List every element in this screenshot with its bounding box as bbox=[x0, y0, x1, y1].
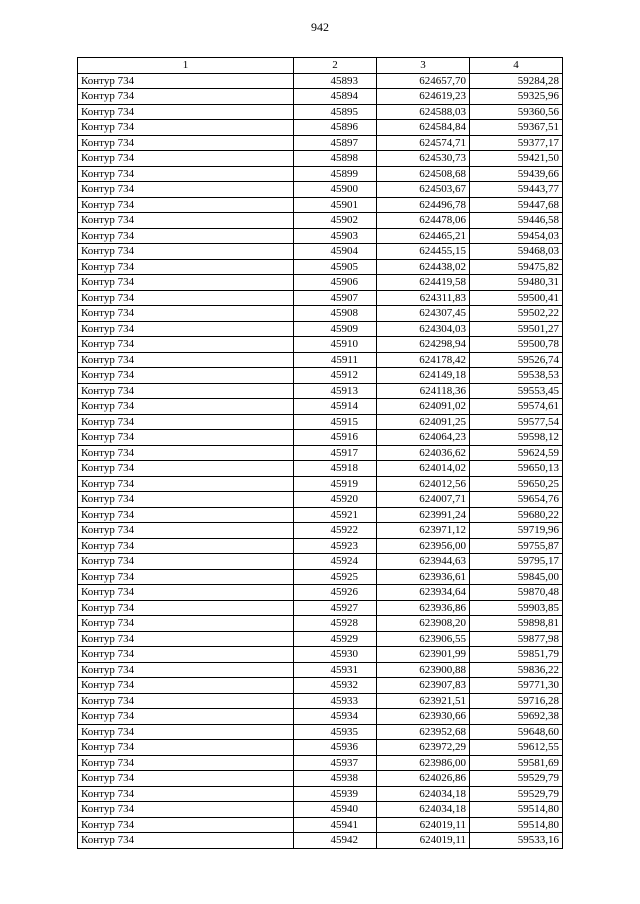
y-coordinate-cell: 59553,45 bbox=[470, 383, 563, 399]
point-number-cell: 45909 bbox=[294, 321, 377, 337]
x-coordinate-cell: 624496,78 bbox=[377, 197, 470, 213]
contour-name-cell: Контур 734 bbox=[78, 166, 294, 182]
table-row bbox=[78, 786, 563, 802]
y-coordinate-cell: 59877,98 bbox=[470, 631, 563, 647]
column-header-4: 4 bbox=[470, 58, 563, 74]
point-number-cell: 45895 bbox=[294, 104, 377, 120]
contour-name-cell: Контур 734 bbox=[78, 600, 294, 616]
table-row bbox=[78, 120, 563, 136]
point-number-cell: 45920 bbox=[294, 492, 377, 508]
point-number-cell: 45934 bbox=[294, 709, 377, 725]
y-coordinate-cell: 59454,03 bbox=[470, 228, 563, 244]
y-coordinate-cell: 59581,69 bbox=[470, 755, 563, 771]
contour-name-cell: Контур 734 bbox=[78, 321, 294, 337]
y-coordinate-cell: 59538,53 bbox=[470, 368, 563, 384]
point-number-cell: 45929 bbox=[294, 631, 377, 647]
point-number-cell: 45917 bbox=[294, 445, 377, 461]
y-coordinate-cell: 59500,41 bbox=[470, 290, 563, 306]
point-number-cell: 45913 bbox=[294, 383, 377, 399]
contour-name-cell: Контур 734 bbox=[78, 817, 294, 833]
point-number-cell: 45925 bbox=[294, 569, 377, 585]
contour-name-cell: Контур 734 bbox=[78, 399, 294, 415]
point-number-cell: 45921 bbox=[294, 507, 377, 523]
contour-name-cell: Контур 734 bbox=[78, 786, 294, 802]
point-number-cell: 45942 bbox=[294, 833, 377, 849]
point-number-cell: 45908 bbox=[294, 306, 377, 322]
y-coordinate-cell: 59446,58 bbox=[470, 213, 563, 229]
contour-name-cell: Контур 734 bbox=[78, 476, 294, 492]
x-coordinate-cell: 624091,02 bbox=[377, 399, 470, 415]
y-coordinate-cell: 59514,80 bbox=[470, 817, 563, 833]
x-coordinate-cell: 624619,23 bbox=[377, 89, 470, 105]
x-coordinate-cell: 624034,18 bbox=[377, 786, 470, 802]
point-number-cell: 45926 bbox=[294, 585, 377, 601]
contour-name-cell: Контур 734 bbox=[78, 740, 294, 756]
x-coordinate-cell: 623908,20 bbox=[377, 616, 470, 632]
contour-name-cell: Контур 734 bbox=[78, 662, 294, 678]
table-row bbox=[78, 709, 563, 725]
contour-name-cell: Контур 734 bbox=[78, 151, 294, 167]
y-coordinate-cell: 59574,61 bbox=[470, 399, 563, 415]
point-number-cell: 45939 bbox=[294, 786, 377, 802]
y-coordinate-cell: 59529,79 bbox=[470, 771, 563, 787]
x-coordinate-cell: 624149,18 bbox=[377, 368, 470, 384]
y-coordinate-cell: 59898,81 bbox=[470, 616, 563, 632]
x-coordinate-cell: 624465,21 bbox=[377, 228, 470, 244]
contour-name-cell: Контур 734 bbox=[78, 724, 294, 740]
table-row bbox=[78, 647, 563, 663]
y-coordinate-cell: 59468,03 bbox=[470, 244, 563, 260]
point-number-cell: 45896 bbox=[294, 120, 377, 136]
x-coordinate-cell: 623936,61 bbox=[377, 569, 470, 585]
y-coordinate-cell: 59377,17 bbox=[470, 135, 563, 151]
y-coordinate-cell: 59501,27 bbox=[470, 321, 563, 337]
table-row bbox=[78, 306, 563, 322]
y-coordinate-cell: 59367,51 bbox=[470, 120, 563, 136]
header-row bbox=[78, 58, 563, 74]
contour-name-cell: Контур 734 bbox=[78, 709, 294, 725]
table-row bbox=[78, 724, 563, 740]
page-number: 942 bbox=[311, 20, 329, 34]
x-coordinate-cell: 624019,11 bbox=[377, 833, 470, 849]
contour-name-cell: Контур 734 bbox=[78, 290, 294, 306]
contour-name-cell: Контур 734 bbox=[78, 352, 294, 368]
contour-name-cell: Контур 734 bbox=[78, 275, 294, 291]
x-coordinate-cell: 623944,63 bbox=[377, 554, 470, 570]
x-coordinate-cell: 624019,11 bbox=[377, 817, 470, 833]
x-coordinate-cell: 623906,55 bbox=[377, 631, 470, 647]
table-row bbox=[78, 399, 563, 415]
contour-name-cell: Контур 734 bbox=[78, 802, 294, 818]
table-row bbox=[78, 693, 563, 709]
y-coordinate-cell: 59845,00 bbox=[470, 569, 563, 585]
contour-name-cell: Контур 734 bbox=[78, 771, 294, 787]
x-coordinate-cell: 624034,18 bbox=[377, 802, 470, 818]
point-number-cell: 45907 bbox=[294, 290, 377, 306]
x-coordinate-cell: 623991,24 bbox=[377, 507, 470, 523]
x-coordinate-cell: 624298,94 bbox=[377, 337, 470, 353]
y-coordinate-cell: 59500,78 bbox=[470, 337, 563, 353]
table-row bbox=[78, 616, 563, 632]
y-coordinate-cell: 59439,66 bbox=[470, 166, 563, 182]
contour-name-cell: Контур 734 bbox=[78, 383, 294, 399]
table-row bbox=[78, 678, 563, 694]
y-coordinate-cell: 59680,22 bbox=[470, 507, 563, 523]
column-header-3: 3 bbox=[377, 58, 470, 74]
point-number-cell: 45924 bbox=[294, 554, 377, 570]
y-coordinate-cell: 59650,25 bbox=[470, 476, 563, 492]
point-number-cell: 45919 bbox=[294, 476, 377, 492]
y-coordinate-cell: 59612,55 bbox=[470, 740, 563, 756]
x-coordinate-cell: 623934,64 bbox=[377, 585, 470, 601]
y-coordinate-cell: 59836,22 bbox=[470, 662, 563, 678]
y-coordinate-cell: 59475,82 bbox=[470, 259, 563, 275]
x-coordinate-cell: 624588,03 bbox=[377, 104, 470, 120]
point-number-cell: 45911 bbox=[294, 352, 377, 368]
table-row bbox=[78, 523, 563, 539]
point-number-cell: 45905 bbox=[294, 259, 377, 275]
y-coordinate-cell: 59624,59 bbox=[470, 445, 563, 461]
contour-name-cell: Контур 734 bbox=[78, 678, 294, 694]
table-row bbox=[78, 337, 563, 353]
point-number-cell: 45910 bbox=[294, 337, 377, 353]
point-number-cell: 45918 bbox=[294, 461, 377, 477]
table-row bbox=[78, 755, 563, 771]
x-coordinate-cell: 624007,71 bbox=[377, 492, 470, 508]
point-number-cell: 45937 bbox=[294, 755, 377, 771]
contour-name-cell: Контур 734 bbox=[78, 368, 294, 384]
contour-name-cell: Контур 734 bbox=[78, 197, 294, 213]
y-coordinate-cell: 59755,87 bbox=[470, 538, 563, 554]
table-row bbox=[78, 197, 563, 213]
table-row bbox=[78, 492, 563, 508]
y-coordinate-cell: 59533,16 bbox=[470, 833, 563, 849]
x-coordinate-cell: 623971,12 bbox=[377, 523, 470, 539]
table-row bbox=[78, 476, 563, 492]
y-coordinate-cell: 59650,13 bbox=[470, 461, 563, 477]
point-number-cell: 45923 bbox=[294, 538, 377, 554]
contour-name-cell: Контур 734 bbox=[78, 507, 294, 523]
y-coordinate-cell: 59795,17 bbox=[470, 554, 563, 570]
x-coordinate-cell: 623936,86 bbox=[377, 600, 470, 616]
contour-name-cell: Контур 734 bbox=[78, 259, 294, 275]
point-number-cell: 45927 bbox=[294, 600, 377, 616]
table-row bbox=[78, 414, 563, 430]
column-header-1: 1 bbox=[78, 58, 294, 74]
contour-name-cell: Контур 734 bbox=[78, 616, 294, 632]
y-coordinate-cell: 59284,28 bbox=[470, 73, 563, 89]
y-coordinate-cell: 59480,31 bbox=[470, 275, 563, 291]
table-row bbox=[78, 554, 563, 570]
y-coordinate-cell: 59648,60 bbox=[470, 724, 563, 740]
point-number-cell: 45916 bbox=[294, 430, 377, 446]
point-number-cell: 45928 bbox=[294, 616, 377, 632]
table-row bbox=[78, 802, 563, 818]
y-coordinate-cell: 59421,50 bbox=[470, 151, 563, 167]
coordinates-table bbox=[77, 57, 563, 849]
point-number-cell: 45931 bbox=[294, 662, 377, 678]
x-coordinate-cell: 624118,36 bbox=[377, 383, 470, 399]
contour-name-cell: Контур 734 bbox=[78, 244, 294, 260]
table-row bbox=[78, 321, 563, 337]
x-coordinate-cell: 624091,25 bbox=[377, 414, 470, 430]
x-coordinate-cell: 623901,99 bbox=[377, 647, 470, 663]
point-number-cell: 45930 bbox=[294, 647, 377, 663]
contour-name-cell: Контур 734 bbox=[78, 306, 294, 322]
x-coordinate-cell: 623956,00 bbox=[377, 538, 470, 554]
y-coordinate-cell: 59716,28 bbox=[470, 693, 563, 709]
point-number-cell: 45906 bbox=[294, 275, 377, 291]
point-number-cell: 45893 bbox=[294, 73, 377, 89]
table-body bbox=[78, 73, 563, 848]
point-number-cell: 45898 bbox=[294, 151, 377, 167]
contour-name-cell: Контур 734 bbox=[78, 337, 294, 353]
contour-name-cell: Контур 734 bbox=[78, 430, 294, 446]
point-number-cell: 45915 bbox=[294, 414, 377, 430]
y-coordinate-cell: 59903,85 bbox=[470, 600, 563, 616]
table-row bbox=[78, 290, 563, 306]
y-coordinate-cell: 59719,96 bbox=[470, 523, 563, 539]
x-coordinate-cell: 624657,70 bbox=[377, 73, 470, 89]
point-number-cell: 45914 bbox=[294, 399, 377, 415]
table-row bbox=[78, 600, 563, 616]
table-row bbox=[78, 538, 563, 554]
y-coordinate-cell: 59771,30 bbox=[470, 678, 563, 694]
x-coordinate-cell: 624584,84 bbox=[377, 120, 470, 136]
table-row bbox=[78, 569, 563, 585]
x-coordinate-cell: 624503,67 bbox=[377, 182, 470, 198]
contour-name-cell: Контур 734 bbox=[78, 569, 294, 585]
contour-name-cell: Контур 734 bbox=[78, 120, 294, 136]
y-coordinate-cell: 59654,76 bbox=[470, 492, 563, 508]
x-coordinate-cell: 623930,66 bbox=[377, 709, 470, 725]
x-coordinate-cell: 624438,02 bbox=[377, 259, 470, 275]
y-coordinate-cell: 59692,38 bbox=[470, 709, 563, 725]
x-coordinate-cell: 623900,88 bbox=[377, 662, 470, 678]
column-header-2: 2 bbox=[294, 58, 377, 74]
table-row bbox=[78, 817, 563, 833]
table-row bbox=[78, 368, 563, 384]
table-row bbox=[78, 73, 563, 89]
point-number-cell: 45899 bbox=[294, 166, 377, 182]
y-coordinate-cell: 59529,79 bbox=[470, 786, 563, 802]
contour-name-cell: Контур 734 bbox=[78, 414, 294, 430]
table-row bbox=[78, 166, 563, 182]
contour-name-cell: Контур 734 bbox=[78, 647, 294, 663]
table-row bbox=[78, 430, 563, 446]
table-header bbox=[78, 58, 563, 74]
y-coordinate-cell: 59526,74 bbox=[470, 352, 563, 368]
table-row bbox=[78, 445, 563, 461]
point-number-cell: 45938 bbox=[294, 771, 377, 787]
contour-name-cell: Контур 734 bbox=[78, 554, 294, 570]
contour-name-cell: Контур 734 bbox=[78, 182, 294, 198]
x-coordinate-cell: 623952,68 bbox=[377, 724, 470, 740]
point-number-cell: 45903 bbox=[294, 228, 377, 244]
contour-name-cell: Контур 734 bbox=[78, 228, 294, 244]
table-row bbox=[78, 228, 563, 244]
point-number-cell: 45912 bbox=[294, 368, 377, 384]
y-coordinate-cell: 59577,54 bbox=[470, 414, 563, 430]
table-row bbox=[78, 89, 563, 105]
table-row bbox=[78, 740, 563, 756]
contour-name-cell: Контур 734 bbox=[78, 631, 294, 647]
y-coordinate-cell: 59325,96 bbox=[470, 89, 563, 105]
table-row bbox=[78, 213, 563, 229]
point-number-cell: 45935 bbox=[294, 724, 377, 740]
table-row bbox=[78, 771, 563, 787]
table-row bbox=[78, 275, 563, 291]
table-row bbox=[78, 631, 563, 647]
y-coordinate-cell: 59870,48 bbox=[470, 585, 563, 601]
point-number-cell: 45902 bbox=[294, 213, 377, 229]
contour-name-cell: Контур 734 bbox=[78, 538, 294, 554]
point-number-cell: 45904 bbox=[294, 244, 377, 260]
table-row bbox=[78, 244, 563, 260]
contour-name-cell: Контур 734 bbox=[78, 523, 294, 539]
point-number-cell: 45901 bbox=[294, 197, 377, 213]
table-row bbox=[78, 104, 563, 120]
y-coordinate-cell: 59514,80 bbox=[470, 802, 563, 818]
contour-name-cell: Контур 734 bbox=[78, 104, 294, 120]
point-number-cell: 45922 bbox=[294, 523, 377, 539]
x-coordinate-cell: 623972,29 bbox=[377, 740, 470, 756]
contour-name-cell: Контур 734 bbox=[78, 693, 294, 709]
table-row bbox=[78, 833, 563, 849]
x-coordinate-cell: 624012,56 bbox=[377, 476, 470, 492]
table-row bbox=[78, 461, 563, 477]
x-coordinate-cell: 623986,00 bbox=[377, 755, 470, 771]
x-coordinate-cell: 624026,86 bbox=[377, 771, 470, 787]
contour-name-cell: Контур 734 bbox=[78, 755, 294, 771]
contour-name-cell: Контур 734 bbox=[78, 461, 294, 477]
point-number-cell: 45897 bbox=[294, 135, 377, 151]
y-coordinate-cell: 59851,79 bbox=[470, 647, 563, 663]
x-coordinate-cell: 624574,71 bbox=[377, 135, 470, 151]
contour-name-cell: Контур 734 bbox=[78, 445, 294, 461]
table-row bbox=[78, 585, 563, 601]
y-coordinate-cell: 59360,56 bbox=[470, 104, 563, 120]
table-row bbox=[78, 259, 563, 275]
table-row bbox=[78, 383, 563, 399]
x-coordinate-cell: 623921,51 bbox=[377, 693, 470, 709]
table-row bbox=[78, 135, 563, 151]
point-number-cell: 45894 bbox=[294, 89, 377, 105]
table-row bbox=[78, 507, 563, 523]
y-coordinate-cell: 59443,77 bbox=[470, 182, 563, 198]
x-coordinate-cell: 624508,68 bbox=[377, 166, 470, 182]
contour-name-cell: Контур 734 bbox=[78, 89, 294, 105]
contour-name-cell: Контур 734 bbox=[78, 492, 294, 508]
x-coordinate-cell: 624307,45 bbox=[377, 306, 470, 322]
point-number-cell: 45900 bbox=[294, 182, 377, 198]
contour-name-cell: Контур 734 bbox=[78, 833, 294, 849]
x-coordinate-cell: 624419,58 bbox=[377, 275, 470, 291]
table-row bbox=[78, 352, 563, 368]
x-coordinate-cell: 624014,02 bbox=[377, 461, 470, 477]
x-coordinate-cell: 624036,62 bbox=[377, 445, 470, 461]
y-coordinate-cell: 59598,12 bbox=[470, 430, 563, 446]
contour-name-cell: Контур 734 bbox=[78, 585, 294, 601]
point-number-cell: 45936 bbox=[294, 740, 377, 756]
point-number-cell: 45940 bbox=[294, 802, 377, 818]
x-coordinate-cell: 624064,23 bbox=[377, 430, 470, 446]
point-number-cell: 45941 bbox=[294, 817, 377, 833]
contour-name-cell: Контур 734 bbox=[78, 135, 294, 151]
point-number-cell: 45933 bbox=[294, 693, 377, 709]
table-row bbox=[78, 182, 563, 198]
x-coordinate-cell: 624455,15 bbox=[377, 244, 470, 260]
table-row bbox=[78, 151, 563, 167]
y-coordinate-cell: 59447,68 bbox=[470, 197, 563, 213]
contour-name-cell: Контур 734 bbox=[78, 213, 294, 229]
contour-name-cell: Контур 734 bbox=[78, 73, 294, 89]
x-coordinate-cell: 624478,06 bbox=[377, 213, 470, 229]
x-coordinate-cell: 624178,42 bbox=[377, 352, 470, 368]
x-coordinate-cell: 624304,03 bbox=[377, 321, 470, 337]
x-coordinate-cell: 624311,83 bbox=[377, 290, 470, 306]
point-number-cell: 45932 bbox=[294, 678, 377, 694]
x-coordinate-cell: 623907,83 bbox=[377, 678, 470, 694]
y-coordinate-cell: 59502,22 bbox=[470, 306, 563, 322]
table-row bbox=[78, 662, 563, 678]
x-coordinate-cell: 624530,73 bbox=[377, 151, 470, 167]
